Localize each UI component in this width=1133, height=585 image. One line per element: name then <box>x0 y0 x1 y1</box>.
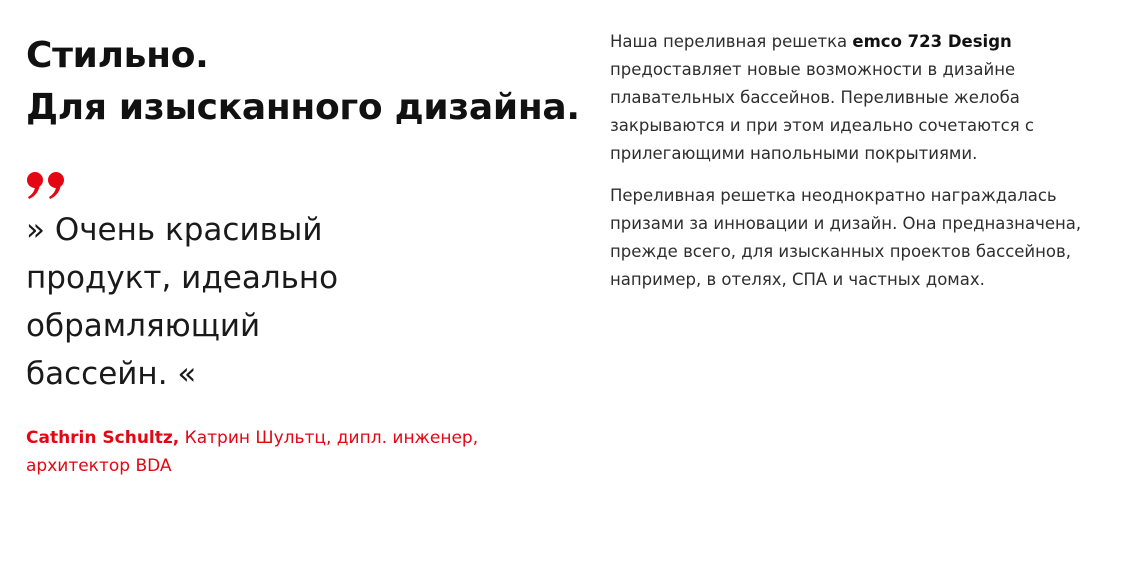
quote-line-4: бассейн. « <box>26 356 197 392</box>
product-name: emco 723 Design <box>852 32 1012 51</box>
title-line-1: Стильно. <box>26 35 209 76</box>
paragraph-prefix: Наша переливная решетка <box>610 32 853 51</box>
author-name: Cathrin Schultz, <box>26 428 180 448</box>
author-role: Катрин Шультц, дипл. инженер, <box>179 428 479 448</box>
paragraph-line: предоставляет новые возможности в дизайне <box>610 60 1016 79</box>
quote-line-2: продукт, идеально <box>26 260 339 296</box>
paragraph-line: плавательных бассейнов. Переливные желоба <box>610 88 1020 107</box>
right-column <box>610 28 1120 294</box>
author-title: архитектор BDA <box>26 456 172 476</box>
quote-attribution <box>26 424 586 480</box>
left-column <box>26 30 586 480</box>
body-paragraph-2 <box>610 182 1120 294</box>
page-title <box>26 30 586 134</box>
quote-glyph-left-icon <box>26 172 44 202</box>
attribution-line-1 <box>26 424 586 452</box>
testimonial-quote <box>26 206 386 398</box>
body-paragraph-1 <box>610 28 1120 168</box>
paragraph-line: например, в отелях, СПА и частных домах. <box>610 270 985 289</box>
quotation-mark-icon <box>26 172 70 202</box>
paragraph-line: прежде всего, для изысканных проектов бассейнов, <box>610 242 1072 261</box>
paragraph-line: Переливная решетка неоднократно награждалась <box>610 186 1057 205</box>
paragraph-line: призами за инновации и дизайн. Она предназначена, <box>610 214 1082 233</box>
quote-line-3: обрамляющий <box>26 308 261 344</box>
paragraph-line <box>610 28 1120 56</box>
quote-glyph-right-icon <box>47 172 65 202</box>
title-line-2: Для изысканного дизайна. <box>26 87 580 128</box>
quote-line-1: » Очень красивый <box>26 212 323 248</box>
paragraph-line: закрываются и при этом идеально сочетаются с <box>610 116 1034 135</box>
paragraph-line: прилегающими напольными покрытиями. <box>610 144 978 163</box>
